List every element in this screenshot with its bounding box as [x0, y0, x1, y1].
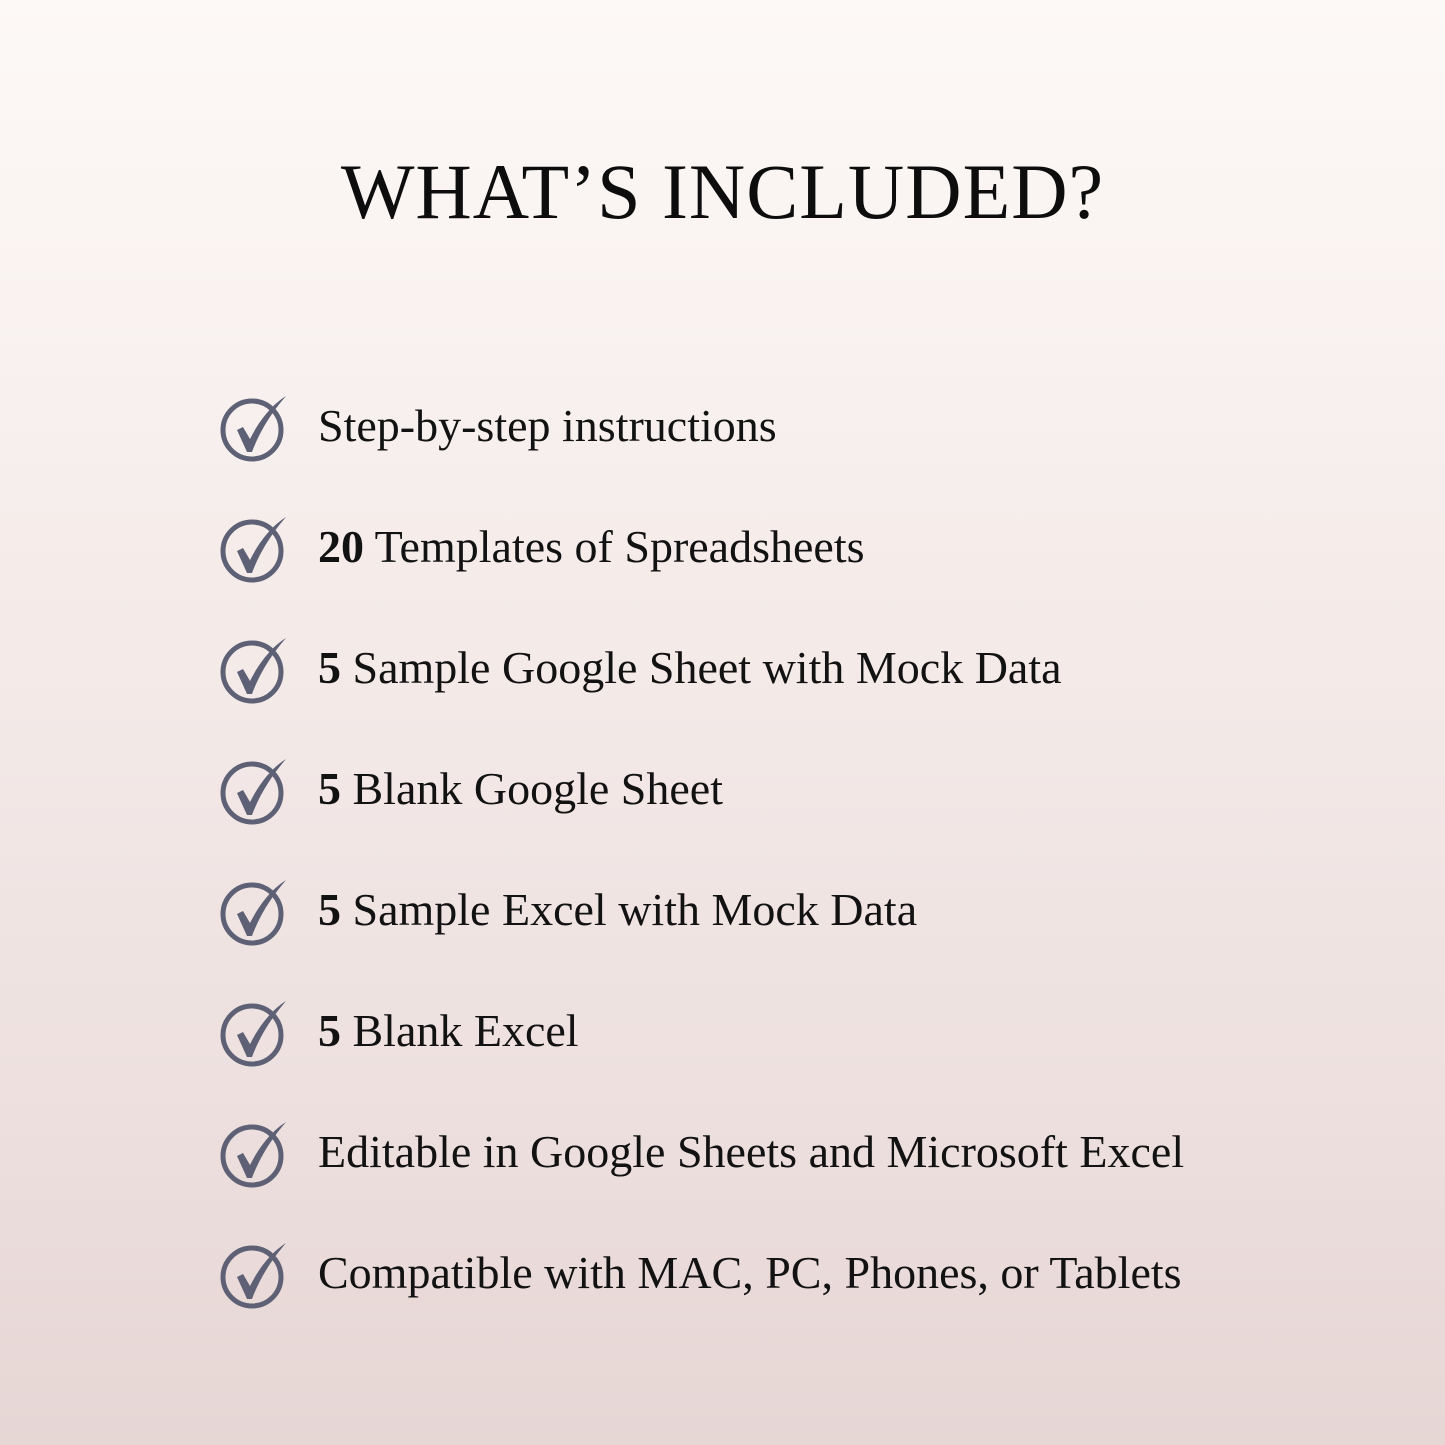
list-item	[218, 876, 1368, 997]
item-label: Compatible with MAC, PC, Phones, or Tablets	[318, 1247, 1182, 1298]
item-label: Blank Google Sheet	[341, 763, 723, 814]
list-item	[218, 513, 1368, 634]
item-label: Sample Google Sheet with Mock Data	[341, 642, 1062, 693]
item-label: Editable in Google Sheets and Microsoft Excel	[318, 1126, 1185, 1177]
item-text	[318, 1003, 579, 1059]
item-number: 5	[318, 884, 341, 935]
list-item	[218, 997, 1368, 1118]
item-label: Blank Excel	[341, 1005, 579, 1056]
list-item	[218, 755, 1368, 876]
item-label: Templates of Spreadsheets	[364, 521, 865, 572]
circle-check-icon	[218, 392, 290, 464]
list-item	[218, 1118, 1368, 1239]
item-text	[318, 519, 865, 575]
item-label: Step-by-step instructions	[318, 400, 777, 451]
page-title: WHAT’S INCLUDED?	[340, 148, 1105, 235]
item-text	[318, 398, 777, 454]
item-text	[318, 1245, 1182, 1301]
list-item	[218, 634, 1368, 755]
item-number: 5	[318, 1005, 341, 1056]
list-item	[218, 1239, 1368, 1360]
circle-check-icon	[218, 997, 290, 1069]
item-text	[318, 761, 723, 817]
circle-check-icon	[218, 634, 290, 706]
list-item	[218, 392, 1368, 513]
circle-check-icon	[218, 755, 290, 827]
circle-check-icon	[218, 876, 290, 948]
item-number: 5	[318, 642, 341, 693]
item-label: Sample Excel with Mock Data	[341, 884, 918, 935]
item-text	[318, 882, 917, 938]
included-list	[218, 392, 1368, 1360]
circle-check-icon	[218, 513, 290, 585]
circle-check-icon	[218, 1239, 290, 1311]
item-number: 5	[318, 763, 341, 814]
circle-check-icon	[218, 1118, 290, 1190]
item-text	[318, 640, 1062, 696]
item-text	[318, 1124, 1184, 1180]
item-number: 20	[318, 521, 364, 572]
